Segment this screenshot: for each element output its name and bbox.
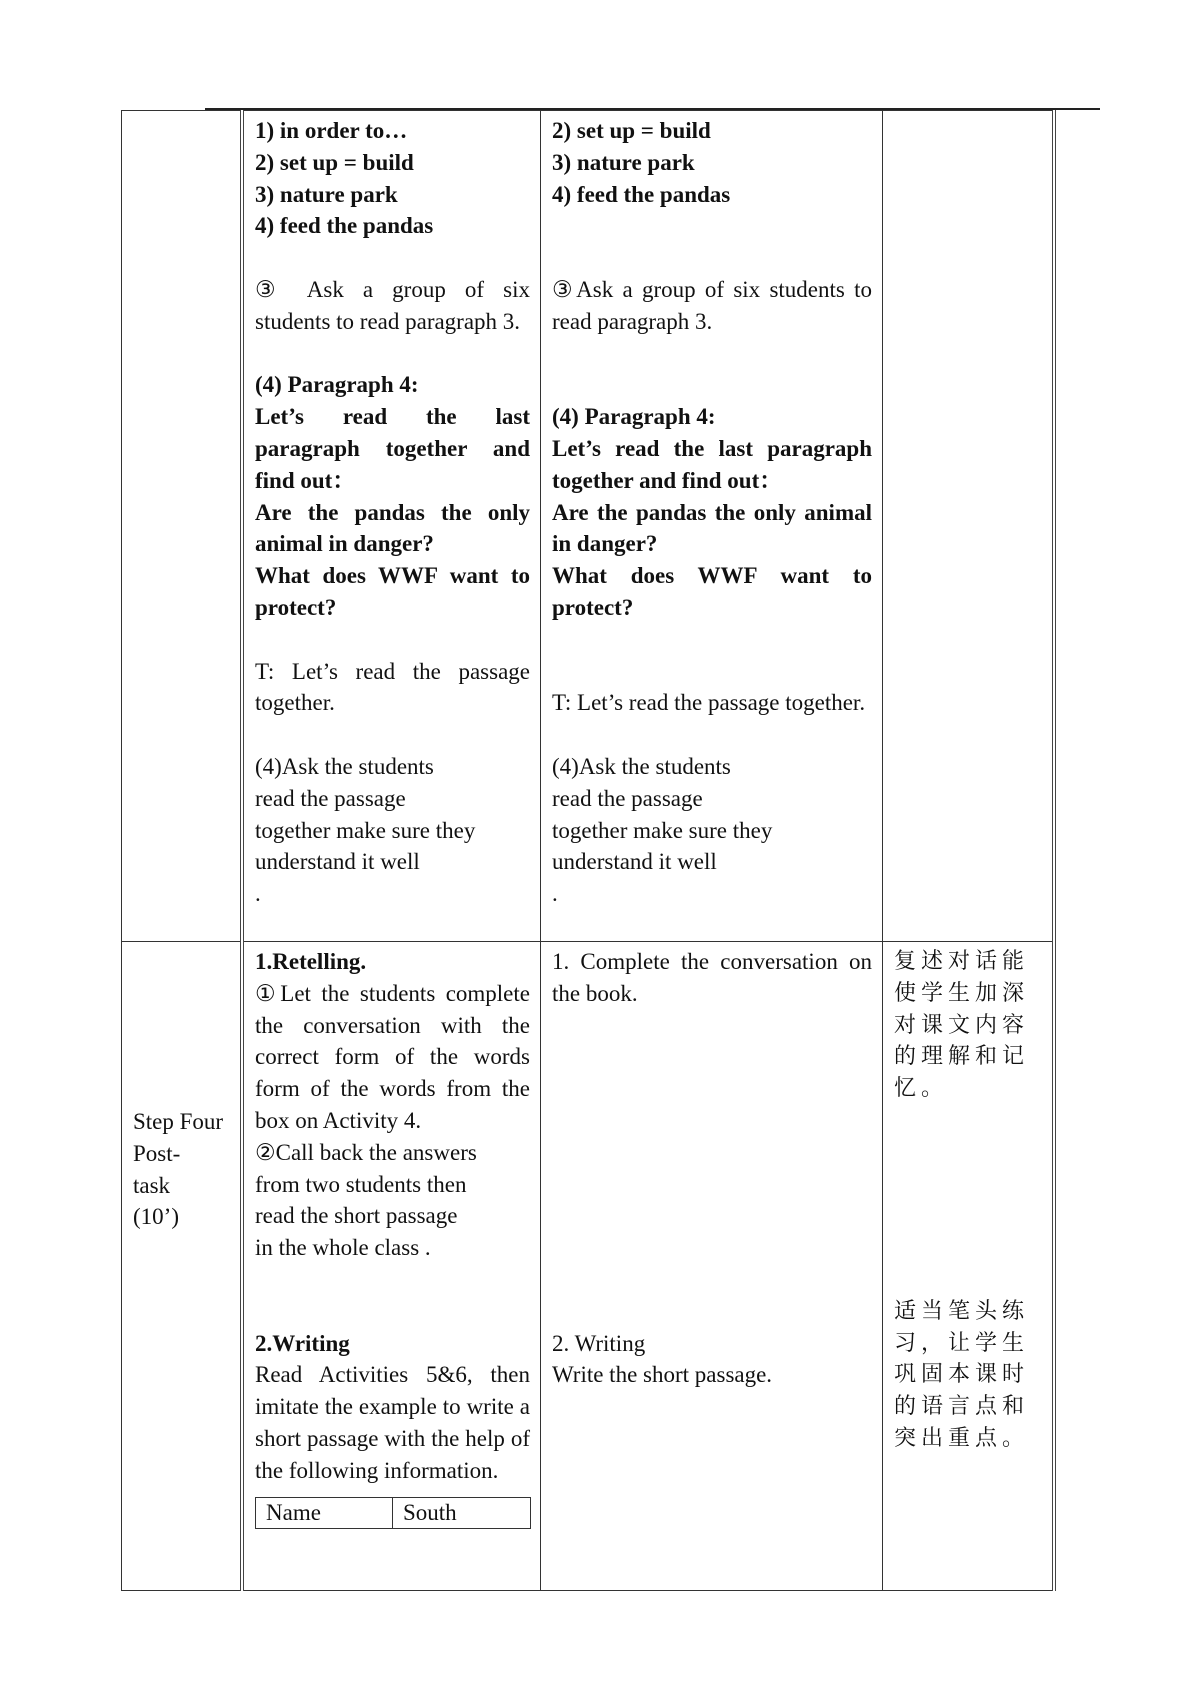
vocab-item: 3) nature park	[255, 181, 398, 207]
step-title: Step Four	[133, 1109, 224, 1134]
teacher-line: T: Let’s read the passage together.	[552, 690, 866, 716]
question-2: What does WWF want to protect?	[552, 563, 872, 620]
purpose-writing: 适当笔头练习，让学生巩固本课时的语言点和突出重点。	[894, 1298, 1030, 1451]
retelling-task: 1. Complete the conversation on the book.	[552, 949, 872, 1006]
teacher-line: T: Let’s read the passage together.	[255, 658, 530, 716]
retelling-heading: 1.Retelling.	[255, 949, 367, 974]
paragraph4-heading: (4) Paragraph 4:	[552, 404, 716, 430]
question-1: Are the pandas the only animal in danger?	[552, 499, 872, 557]
teacher-activity-cell	[242, 111, 541, 942]
retelling-line: read the short passage	[255, 1203, 458, 1229]
writing-instruction: Read Activities 5&6, then imitate the example to write a short passage with the help of the following information.	[255, 1362, 530, 1483]
table-row	[256, 1497, 531, 1528]
vocab-item: 2) set up = build	[255, 149, 414, 175]
writing-heading: 2. Writing	[552, 1330, 646, 1356]
ask-line: read the passage	[552, 785, 703, 811]
ask-line: (4)Ask the students	[552, 753, 731, 779]
step-subtitle: Post-	[133, 1140, 181, 1166]
vocab-list	[552, 115, 872, 210]
vocab-item: 2) set up = build	[552, 118, 711, 143]
lesson-plan-table	[121, 110, 1056, 1591]
teacher-activity-cell	[242, 942, 541, 1591]
vocab-item: 4) feed the pandas	[552, 181, 731, 207]
ask-line: (4)Ask the students	[255, 753, 434, 779]
purpose-cell	[883, 111, 1055, 942]
student-activity-cell	[541, 942, 883, 1591]
ask-line: together make sure they	[552, 817, 773, 843]
student-activity-cell	[541, 111, 883, 942]
step-label	[133, 1106, 230, 1233]
vocab-list	[255, 115, 530, 242]
paragraph4-heading: (4) Paragraph 4:	[255, 372, 419, 398]
writing-task: Write the short passage.	[552, 1362, 773, 1388]
ask-line: together make sure they	[255, 817, 476, 843]
vocab-item: 3) nature park	[552, 149, 695, 175]
step-cell	[122, 942, 243, 1591]
retelling-line: from two students then	[255, 1171, 467, 1197]
question-2: What does WWF want to protect?	[255, 563, 530, 620]
step-cell	[122, 111, 243, 942]
ask-line: read the passage	[255, 785, 406, 811]
paragraph4-instruction: Let’s read the last paragraph together and find out：	[255, 404, 530, 493]
writing-heading: 2.Writing	[255, 1330, 350, 1356]
question-1: Are the pandas the only animal in danger?	[255, 499, 530, 557]
vocab-item: 1) in order to…	[255, 118, 408, 143]
trailing-dot: .	[552, 881, 558, 907]
ask-line: understand it well	[552, 849, 717, 875]
paragraph3-task: ③ Ask a group of six students to read paragraph 3.	[255, 276, 530, 334]
info-table-cell: South	[393, 1497, 531, 1528]
trailing-dot: .	[255, 881, 261, 907]
step-subtitle: task	[133, 1172, 171, 1198]
paragraph4-instruction: Let’s read the last paragraph together and find out：	[552, 435, 872, 493]
purpose-retelling: 复述对话能使学生加深对课文内容的理解和记忆。	[894, 949, 1030, 1102]
vocab-item: 4) feed the pandas	[255, 213, 434, 239]
info-table	[255, 1497, 531, 1529]
ask-line: understand it well	[255, 849, 420, 875]
retelling-line: in the whole class .	[255, 1235, 431, 1261]
purpose-cell	[883, 942, 1055, 1591]
step-duration: (10’)	[133, 1204, 179, 1230]
retelling-line: ②Call back the answers	[255, 1139, 477, 1165]
retelling-instruction: ①Let the students complete the conversation with the correct form of the words form of the words from the box on Activity 4.	[255, 980, 530, 1133]
table-row	[122, 111, 1055, 942]
info-table-cell: Name	[256, 1497, 393, 1528]
paragraph3-task: ③Ask a group of six students to read paragraph 3.	[552, 276, 872, 334]
table-row	[122, 942, 1055, 1591]
